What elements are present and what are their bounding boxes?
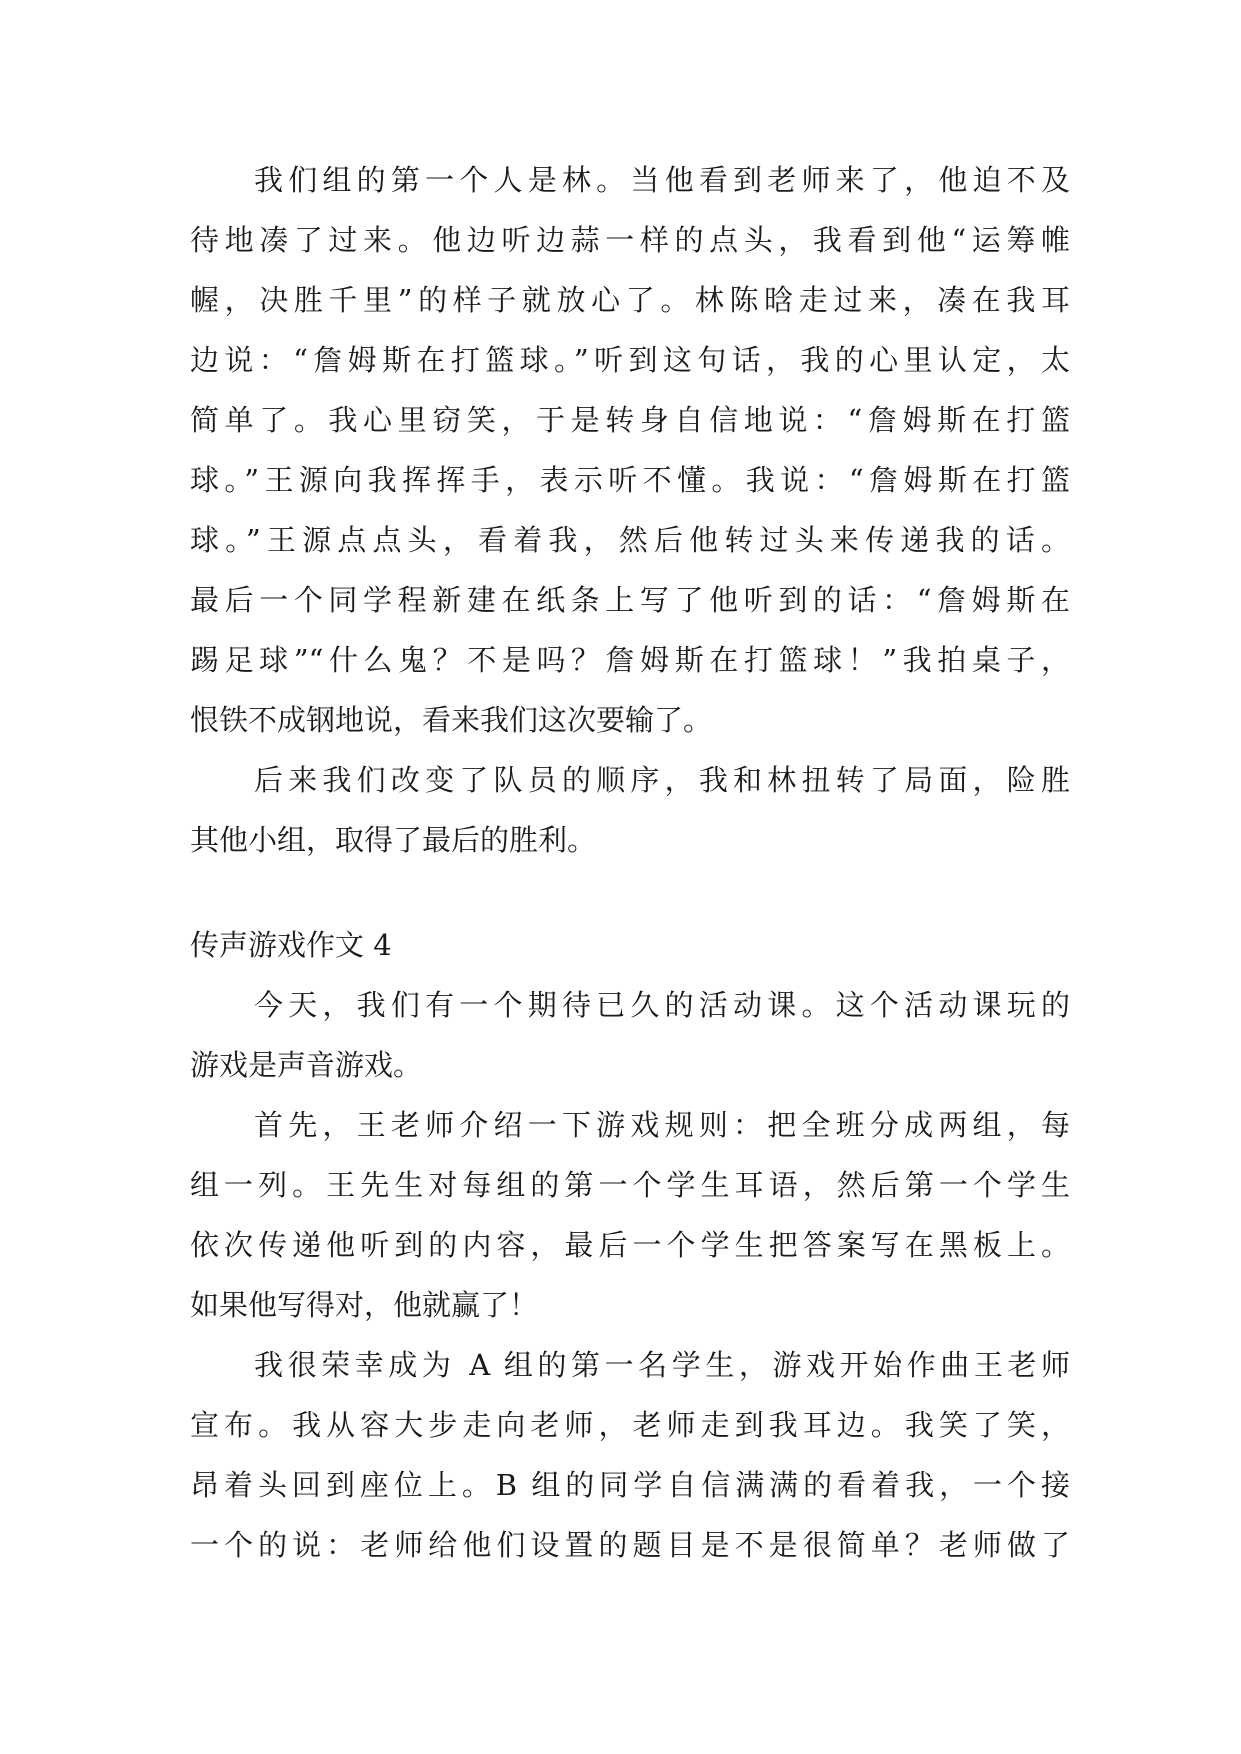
- paragraph-line: 边说：“詹姆斯在打篮球。”听到这句话，我的心里认定，太: [190, 343, 1070, 377]
- paragraph-line: 简单了。我心里窃笑，于是转身自信地说：“詹姆斯在打篮: [190, 403, 1070, 437]
- paragraph-line: 首先，王老师介绍一下游戏规则：把全班分成两组，每: [254, 1108, 1070, 1142]
- paragraph-line: 踢足球”“什么鬼？不是吗？詹姆斯在打篮球！”我拍桌子，: [190, 643, 1070, 677]
- paragraph-line: 后来我们改变了队员的顺序，我和林扭转了局面，险胜: [254, 763, 1070, 797]
- paragraph-line: 其他小组，取得了最后的胜利。: [190, 823, 597, 857]
- paragraph-line: 球。”王源点点头，看着我，然后他转过头来传递我的话。: [190, 523, 1070, 557]
- paragraph-line: 组一列。王先生对每组的第一个学生耳语，然后第一个学生: [190, 1168, 1070, 1202]
- paragraph-line: 球。”王源向我挥挥手，表示听不懂。我说：“詹姆斯在打篮: [190, 463, 1070, 497]
- paragraph-line: 宣布。我从容大步走向老师，老师走到我耳边。我笑了笑，: [190, 1408, 1070, 1442]
- paragraph-line: 今天，我们有一个期待已久的活动课。这个活动课玩的: [254, 988, 1070, 1022]
- paragraph-line: 昂着头回到座位上。B 组的同学自信满满的看着我，一个接: [190, 1468, 1070, 1502]
- paragraph-line: 待地凑了过来。他边听边蒜一样的点头，我看到他“运筹帷: [190, 223, 1070, 257]
- paragraph-line: 一个的说：老师给他们设置的题目是不是很简单？老师做了: [190, 1528, 1070, 1562]
- paragraph-line: 依次传递他听到的内容，最后一个学生把答案写在黑板上。: [190, 1228, 1070, 1262]
- paragraph-line: 如果他写得对，他就赢了！: [190, 1288, 539, 1322]
- section-heading: 传声游戏作文 4: [190, 928, 392, 962]
- paragraph-line: 我们组的第一个人是林。当他看到老师来了，他迫不及: [254, 163, 1070, 197]
- paragraph-line: 游戏是声音游戏。: [190, 1048, 423, 1082]
- paragraph-line: 最后一个同学程新建在纸条上写了他听到的话：“詹姆斯在: [190, 583, 1070, 617]
- paragraph-line: 我很荣幸成为 A 组的第一名学生，游戏开始作曲王老师: [254, 1348, 1070, 1382]
- paragraph-line: 恨铁不成钢地说，看来我们这次要输了。: [190, 703, 713, 737]
- paragraph-line: 幄，决胜千里”的样子就放心了。林陈晗走过来，凑在我耳: [190, 283, 1070, 317]
